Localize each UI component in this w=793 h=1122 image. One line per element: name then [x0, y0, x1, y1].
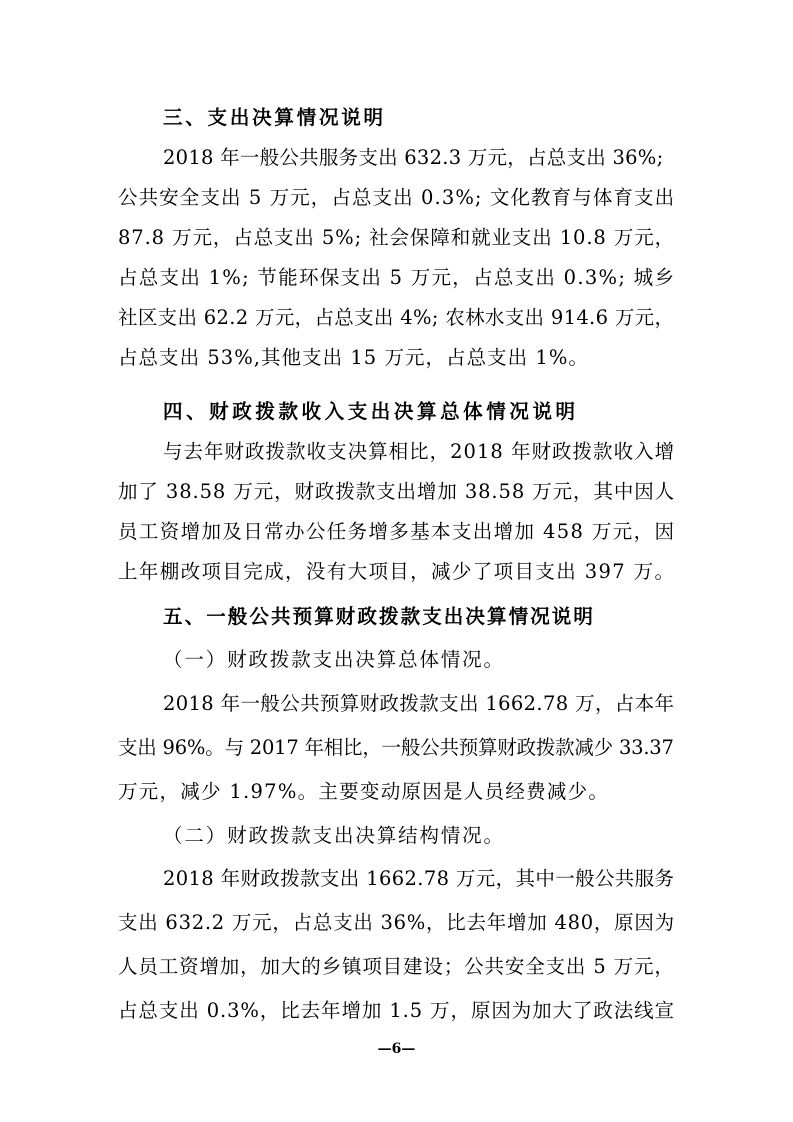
body-text-line	[0, 908, 793, 938]
line-text: 占总支出 1%; 节能环保支出 5 万元，占总支出 0.3%; 城乡	[118, 266, 676, 289]
line-text: 与去年财政拨款收支决算相比，2018 年财政拨款收入增	[163, 440, 676, 463]
line-text: 公共安全支出 5 万元，占总支出 0.3%; 文化教育与体育支出	[118, 186, 676, 209]
body-text-line	[0, 143, 793, 173]
body-text-line	[0, 645, 793, 675]
body-text-line	[0, 996, 793, 1026]
line-text: 万元，减少 1.97%。主要变动原因是人员经费减少。	[118, 780, 610, 803]
body-text-line	[0, 477, 793, 507]
body-text-line	[0, 821, 793, 851]
body-text-line	[0, 183, 793, 213]
line-text: 2018 年一般公共服务支出 632.3 万元，占总支出 36%;	[163, 146, 664, 169]
body-text-line	[0, 223, 793, 253]
page-number: —6—	[377, 1041, 416, 1057]
line-text: 2018 年财政拨款支出 1662.78 万元，其中一般公共服务	[163, 867, 675, 890]
line-text: 占总支出 0.3%，比去年增加 1.5 万，原因为加大了政法线宣	[118, 999, 675, 1022]
body-text-line	[0, 689, 793, 719]
line-text: 加了 38.58 万元，财政拨款支出增加 38.58 万元，其中因人	[118, 480, 676, 503]
section-heading	[0, 103, 793, 133]
section-heading	[0, 397, 793, 427]
body-text-line	[0, 777, 793, 807]
line-text: 三、支出决算情况说明	[163, 106, 386, 129]
body-text-line	[0, 437, 793, 467]
line-text: 员工资增加及日常办公任务增多基本支出增加 458 万元，因	[118, 520, 676, 543]
line-text: 四、财政拨款收入支出决算总体情况说明	[163, 400, 579, 423]
line-text: （一）财政拨款支出决算总体情况。	[163, 648, 505, 671]
body-text-line	[0, 263, 793, 293]
line-text: 2018 年一般公共预算财政拨款支出 1662.78 万，占本年	[163, 692, 675, 715]
section-heading	[0, 602, 793, 632]
line-text: 上年棚改项目完成，没有大项目，减少了项目支出 397 万。	[118, 560, 676, 583]
line-text: （二）财政拨款支出决算结构情况。	[163, 824, 505, 847]
body-text-line	[0, 517, 793, 547]
body-text-line	[0, 557, 793, 587]
body-text-line	[0, 952, 793, 982]
line-text: 支出 96%。与 2017 年相比，一般公共预算财政拨款减少 33.37	[118, 736, 674, 759]
body-text-line	[0, 864, 793, 894]
line-text: 占总支出 53%,其他支出 15 万元，占总支出 1%。	[118, 346, 589, 369]
line-text: 人员工资增加，加大的乡镇项目建设；公共安全支出 5 万元，	[118, 955, 675, 978]
line-text: 五、一般公共预算财政拨款支出决算情况说明	[163, 605, 596, 628]
body-text-line	[0, 733, 793, 763]
body-text-line	[0, 343, 793, 373]
line-text: 社区支出 62.2 万元，占总支出 4%; 农林水支出 914.6 万元，	[118, 306, 675, 329]
line-text: 支出 632.2 万元，占总支出 36%，比去年增加 480，原因为	[118, 911, 675, 934]
body-text-line	[0, 303, 793, 333]
line-text: 87.8 万元，占总支出 5%; 社会保障和就业支出 10.8 万元，	[118, 226, 675, 249]
